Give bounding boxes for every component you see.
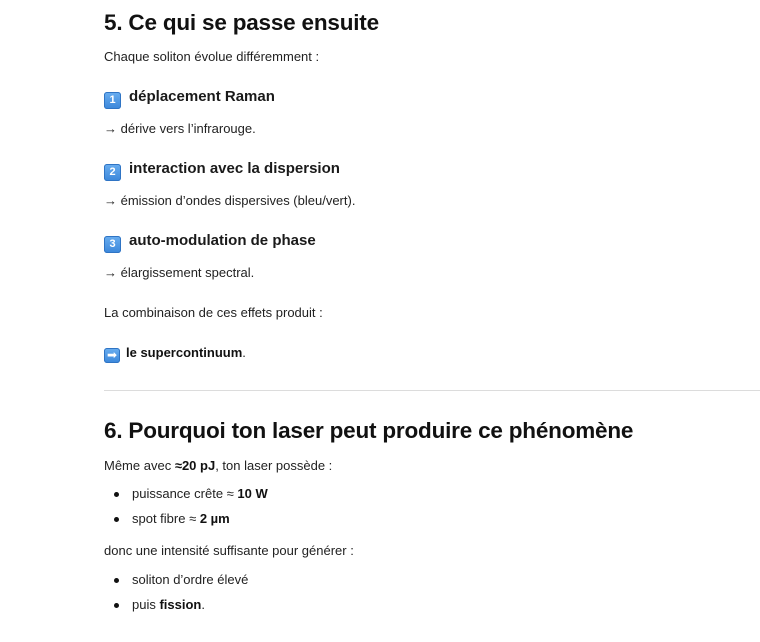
intro-post: , ton laser possède : bbox=[215, 458, 333, 473]
item-1-heading bbox=[104, 87, 275, 109]
conclusion-text: donc une intensité suffisante pour générer : bbox=[104, 543, 354, 558]
list-item-text bbox=[132, 485, 268, 503]
intro-pre: Même avec bbox=[104, 458, 175, 473]
list-item-bold: 2 µm bbox=[199, 511, 230, 526]
section-6-intro bbox=[104, 457, 332, 475]
list-item-fission bbox=[104, 596, 504, 614]
list-item-text bbox=[132, 510, 230, 528]
list-item-pre: soliton d’ordre élevé bbox=[132, 572, 249, 587]
item-2-title: interaction avec la dispersion bbox=[129, 160, 340, 177]
item-1-description: → dérive vers l’infrarouge. bbox=[104, 121, 256, 136]
item-3-heading bbox=[104, 231, 316, 253]
combination-text: La combinaison de ces effets produit : bbox=[104, 305, 323, 320]
bullet-dot bbox=[114, 517, 119, 522]
list-item-pre: spot fibre ≈ bbox=[132, 511, 200, 526]
result-line bbox=[104, 344, 246, 363]
bullet-dot bbox=[114, 578, 119, 583]
list-item-bold: 10 W bbox=[237, 486, 268, 501]
section-divider bbox=[104, 390, 760, 391]
keycap-one-icon: 1 bbox=[104, 92, 121, 109]
bullet-dot bbox=[114, 603, 119, 608]
list-item-post: . bbox=[201, 597, 205, 612]
list-item-pre: puis bbox=[132, 597, 160, 612]
result-bold: le supercontinuum bbox=[126, 345, 243, 360]
item-2-description: → émission d’ondes dispersives (bleu/vert). bbox=[104, 193, 356, 208]
item-3-description: → élargissement spectral. bbox=[104, 265, 255, 280]
keycap-two-icon: 2 bbox=[104, 164, 121, 181]
list-item-pre: puissance crête ≈ bbox=[132, 486, 238, 501]
item-2-heading bbox=[104, 159, 340, 181]
item-3-title: auto-modulation de phase bbox=[129, 232, 316, 249]
result-period: . bbox=[242, 345, 246, 360]
section-5-heading: 5. Ce qui se passe ensuite bbox=[104, 10, 379, 35]
list-item-text bbox=[132, 596, 205, 614]
right-arrow-icon: ➡ bbox=[104, 348, 120, 363]
keycap-three-icon: 3 bbox=[104, 236, 121, 253]
list-item-peak-power bbox=[104, 485, 504, 503]
list-item-text bbox=[132, 571, 248, 589]
list-item-high-order-soliton bbox=[104, 571, 504, 589]
item-1-title: déplacement Raman bbox=[129, 88, 275, 105]
section-6-heading: 6. Pourquoi ton laser peut produire ce phénomène bbox=[104, 418, 634, 443]
intro-bold-energy: ≈20 pJ bbox=[174, 458, 216, 473]
bullet-dot bbox=[114, 492, 119, 497]
list-item-bold: fission bbox=[159, 597, 202, 612]
section-5-intro: Chaque soliton évolue différemment : bbox=[104, 49, 320, 64]
list-item-spot-size bbox=[104, 510, 504, 528]
